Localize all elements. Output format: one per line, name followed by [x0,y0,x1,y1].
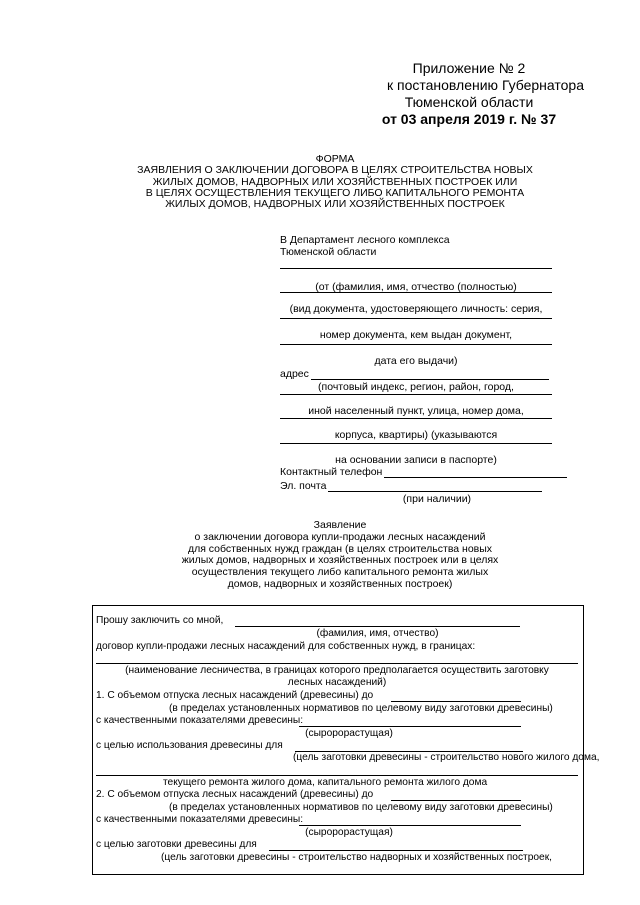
statement-title [150,520,530,591]
form-title-line: ЖИЛЫХ ДОМОВ, НАДВОРНЫХ ИЛИ ХОЗЯЙСТВЕННЫХ ПОСТРОЕК [165,198,505,211]
form-title-line: ФОРМА [315,153,355,165]
appendix-date: от 03 апреля 2019 г. № 37 [381,111,557,127]
statement-title-line: о заключении договора купли-продажи лесных насаждений [194,530,486,543]
contract-line: договор купли-продажи лесных насаждений для собственных нужд, в границах: [96,641,476,652]
item1-purpose-caption-2: текущего ремонта жилого дома, капитального ремонта жилого дома [163,777,488,788]
full-name-caption: (фамилия, имя, отчество) [316,628,439,639]
applicant-name-caption: (от (фамилия, имя, отчество (полностью) [315,281,517,293]
appendix-number: Приложение № 2 [412,60,526,76]
statement-title-line: осуществления текущего либо капитального ремонта жилых [191,566,489,579]
item1-volume-label: 1. С объемом отпуска лесных насаждений (древесины) до [96,690,374,701]
item1-purpose-caption: (цель заготовки древесины - строительство нового жилого дома, [293,752,600,763]
address-field-3[interactable] [280,418,552,441]
applicant-doc-field-3[interactable] [280,344,552,367]
addressee-line: Тюменской области [280,246,377,258]
item2-volume-label: 2. С объемом отпуска лесных насаждений (древесины) до [96,789,374,800]
address-field-2[interactable] [280,394,552,417]
address-caption-2: иной населенный пункт, улица, номер дома, [308,405,524,417]
item2-quality-caption: (сыророрастущая) [305,827,393,838]
forestry-caption: (наименование лесничества, в границах которого предполагается осуществить заготовку [125,665,549,676]
applicant-doc-field-2[interactable] [280,318,552,341]
statement-title-line: жилых домов, надворных и хозяйственных построек или в целях [181,554,499,567]
item1-purpose-input-2[interactable] [96,775,578,776]
address-field-4[interactable] [280,443,552,466]
forestry-caption-2: лесных насаждений) [287,677,387,688]
item2-purpose-input[interactable] [269,850,523,851]
item1-quality-label: с качественными показателями древесины: [96,715,304,726]
addressee-line: В Департамент лесного комплекса [280,234,450,246]
item1-volume-caption: (в пределах установленных нормативов по целевому виду заготовки древесины) [169,703,553,714]
applicant-name-field[interactable] [280,268,552,293]
statement-title-line: для собственных нужд граждан (в целях строительства новых [187,542,493,555]
address-label: адрес [280,368,309,380]
forestry-input[interactable] [96,663,578,664]
form-title-line: ЖИЛЫХ ДОМОВ, НАДВОРНЫХ ИЛИ ХОЗЯЙСТВЕННЫХ ПОСТРОЕК ИЛИ [152,175,518,188]
form-title [130,154,540,210]
item1-volume-input[interactable] [391,701,521,702]
full-name-input[interactable] [235,626,520,627]
address-caption-1: (почтовый индекс, регион, район, город, [318,381,514,393]
address-caption-4: на основании записи в паспорте) [335,454,497,466]
applicant-doc-field[interactable] [280,292,552,315]
phone-input[interactable] [384,467,567,478]
appendix-region: Тюменской области [404,94,534,110]
item1-quality-caption: (сыророрастущая) [305,728,393,739]
email-row [280,480,542,492]
item2-purpose-label: с целью заготовки древесины для [96,839,257,850]
phone-row [280,466,567,478]
item2-quality-input[interactable] [299,825,521,826]
phone-label: Контактный телефон [280,466,383,478]
item2-quality-label: с качественными показателями древесины: [96,814,304,825]
address-input[interactable] [311,369,549,380]
item1-purpose-label: с целью использования древесины для [96,740,283,751]
email-label: Эл. почта [280,480,327,492]
applicant-doc-caption-3: дата его выдачи) [374,355,458,367]
applicant-doc-caption: (вид документа, удостоверяющего личность: серия, [289,303,543,315]
item2-volume-caption: (в пределах установленных нормативов по целевому виду заготовки древесины) [169,802,553,813]
form-title-line: ЗАЯВЛЕНИЯ О ЗАКЛЮЧЕНИИ ДОГОВОРА В ЦЕЛЯХ СТРОИТЕЛЬСТВА НОВЫХ [137,164,533,177]
appendix-decree: к постановлению Губернатора [386,77,584,93]
email-input[interactable] [328,481,542,492]
item1-quality-input[interactable] [299,726,521,727]
email-caption: (при наличии) [402,493,472,505]
request-line: Прошу заключить со мной, [96,615,224,626]
appendix-header [324,60,584,128]
statement-title-line: Заявление [313,519,367,531]
item2-purpose-caption: (цель заготовки древесины - строительство надворных и хозяйственных построек, [161,852,553,863]
form-title-line: В ЦЕЛЯХ ОСУЩЕСТВЛЕНИЯ ТЕКУЩЕГО ЛИБО КАПИТАЛЬНОГО РЕМОНТА [145,186,525,199]
item2-volume-input[interactable] [391,800,521,801]
address-caption-3: корпуса, квартиры) (указываются [334,429,498,441]
statement-title-line: домов, надворных и хозяйственных построек) [227,577,453,590]
applicant-doc-caption-2: номер документа, кем выдан документ, [319,329,513,341]
address-row [280,368,549,380]
addressee [280,234,560,258]
statement-box [92,605,600,875]
